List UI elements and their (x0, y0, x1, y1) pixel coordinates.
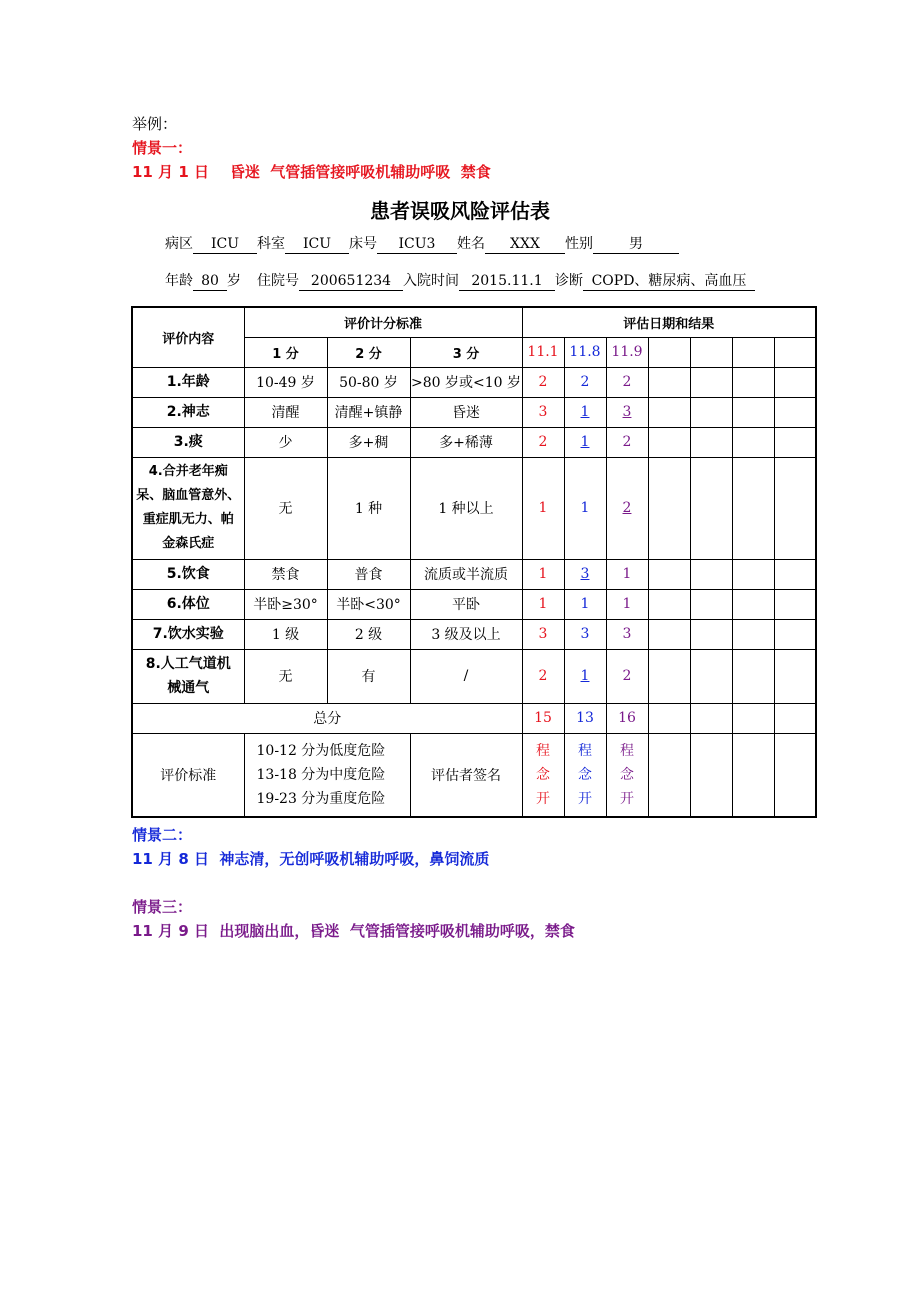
result-cell: 2 (522, 367, 564, 397)
empty-cell (690, 427, 732, 457)
empty-cell (774, 733, 816, 817)
empty-cell (732, 589, 774, 619)
scene1-text: 11 月 1 日 昏迷 气管插管接呼吸机辅助呼吸 禁食 (132, 163, 491, 181)
table-row (132, 457, 816, 559)
scene2-label: 情景二： (132, 826, 193, 844)
signature-char: 念 (536, 766, 550, 783)
signature-char: 念 (620, 766, 634, 783)
scene2-text: 11 月 8 日 神志清，无创呼吸机辅助呼吸，鼻饲流质 (132, 850, 490, 868)
signature-char: 程 (578, 742, 592, 759)
score-cell: 多+稀薄 (410, 427, 522, 457)
eval-standards (244, 733, 410, 817)
table-row (132, 649, 816, 703)
header-score-2: 2 分 (327, 337, 410, 367)
result-cell: 3 (606, 397, 648, 427)
gender-value: 男 (593, 236, 679, 254)
empty-cell (774, 589, 816, 619)
example-label: 举例： (132, 115, 178, 133)
header-dates: 评估日期和结果 (522, 307, 816, 337)
empty-cell (690, 733, 732, 817)
item-line: 8.人工气道机 (145, 656, 231, 672)
score-cell: / (410, 649, 522, 703)
result-cell: 3 (564, 619, 606, 649)
item-comorbidity (132, 457, 244, 559)
empty-cell (774, 619, 816, 649)
empty-cell (648, 397, 690, 427)
info-line-2 (165, 270, 755, 291)
score-cell: 普食 (327, 559, 410, 589)
result-cell: 1 (522, 589, 564, 619)
score-cell: 禁食 (244, 559, 327, 589)
result-cell: 1 (564, 427, 606, 457)
item-line: 金森氏症 (162, 536, 215, 551)
score-cell: 清醒+镇静 (327, 397, 410, 427)
table-row (132, 397, 816, 427)
result-cell: 2 (606, 457, 648, 559)
score-cell: 半卧≥30° (244, 589, 327, 619)
header-score-3: 3 分 (410, 337, 522, 367)
score-cell: 平卧 (410, 589, 522, 619)
empty-cell (732, 457, 774, 559)
score-cell: 有 (327, 649, 410, 703)
score-cell: 昏迷 (410, 397, 522, 427)
empty-cell (774, 559, 816, 589)
score-cell: 10-49 岁 (244, 367, 327, 397)
total-3: 16 (606, 703, 648, 733)
empty-cell (648, 733, 690, 817)
eval-line-medium: 13-18 分为中度危险 (256, 766, 386, 783)
score-cell: 清醒 (244, 397, 327, 427)
result-cell: 3 (606, 619, 648, 649)
result-cell: 2 (606, 427, 648, 457)
empty-date-cell (690, 337, 732, 367)
empty-cell (774, 703, 816, 733)
result-cell: 1 (564, 649, 606, 703)
admit-label: 入院时间 (403, 273, 459, 289)
empty-cell (690, 397, 732, 427)
empty-cell (732, 619, 774, 649)
score-cell: 1 种 (327, 457, 410, 559)
result-cell: 2 (606, 367, 648, 397)
inpatient-value: 200651234 (299, 273, 403, 291)
empty-cell (774, 367, 816, 397)
item-line: 械通气 (167, 680, 210, 696)
score-cell: 多+稠 (327, 427, 410, 457)
result-cell: 1 (522, 457, 564, 559)
score-cell: >80 岁或<10 岁 (410, 367, 522, 397)
name-label: 姓名 (457, 236, 485, 252)
signature-char: 念 (578, 766, 592, 783)
result-cell: 1 (522, 559, 564, 589)
info-line-1 (165, 233, 679, 254)
bed-label: 床号 (349, 236, 377, 252)
item-sputum: 3.痰 (132, 427, 244, 457)
item-water-test: 7.饮水实验 (132, 619, 244, 649)
empty-date-cell (774, 337, 816, 367)
eval-line-low: 10-12 分为低度危险 (256, 742, 386, 759)
score-cell: 少 (244, 427, 327, 457)
score-cell: 无 (244, 649, 327, 703)
age-label: 年龄 (165, 273, 193, 289)
signature-1 (522, 733, 564, 817)
empty-cell (648, 559, 690, 589)
score-cell: 3 级及以上 (410, 619, 522, 649)
total-row (132, 703, 816, 733)
dept-label: 科室 (257, 236, 285, 252)
result-cell: 3 (522, 619, 564, 649)
score-cell: 半卧<30° (327, 589, 410, 619)
empty-cell (648, 427, 690, 457)
total-label: 总分 (132, 703, 522, 733)
ward-value: ICU (193, 236, 257, 254)
empty-cell (690, 649, 732, 703)
score-cell: 2 级 (327, 619, 410, 649)
table-row (132, 559, 816, 589)
empty-cell (732, 703, 774, 733)
empty-cell (774, 397, 816, 427)
item-consciousness: 2.神志 (132, 397, 244, 427)
empty-cell (732, 367, 774, 397)
result-cell: 2 (522, 649, 564, 703)
empty-cell (648, 589, 690, 619)
dept-value: ICU (285, 236, 349, 254)
empty-cell (648, 457, 690, 559)
name-value: XXX (485, 236, 565, 254)
scene1-label: 情景一： (132, 139, 193, 157)
header-content: 评价内容 (132, 307, 244, 367)
result-cell: 1 (606, 559, 648, 589)
bed-value: ICU3 (377, 236, 457, 254)
score-cell: 50-80 岁 (327, 367, 410, 397)
table-row (132, 589, 816, 619)
total-1: 15 (522, 703, 564, 733)
result-cell: 2 (522, 427, 564, 457)
signature-char: 程 (536, 742, 550, 759)
admit-value: 2015.11.1 (459, 273, 555, 291)
diagnosis-value: COPD、糖尿病、高血压 (583, 273, 755, 291)
empty-cell (732, 649, 774, 703)
signature-char: 开 (536, 790, 550, 807)
date-2: 11.8 (564, 337, 606, 367)
score-cell: 1 级 (244, 619, 327, 649)
empty-date-cell (648, 337, 690, 367)
empty-cell (774, 457, 816, 559)
gender-label: 性别 (565, 236, 593, 252)
item-line: 呆、脑血管意外、 (136, 488, 241, 503)
empty-cell (774, 427, 816, 457)
empty-date-cell (732, 337, 774, 367)
table-row (132, 619, 816, 649)
empty-cell (648, 703, 690, 733)
signature-char: 程 (620, 742, 634, 759)
eval-label: 评价标准 (132, 733, 244, 817)
diagnosis-label: 诊断 (555, 273, 583, 289)
result-cell: 1 (564, 397, 606, 427)
result-cell: 2 (564, 367, 606, 397)
header-score-1: 1 分 (244, 337, 327, 367)
risk-assessment-table (131, 306, 817, 818)
empty-cell (690, 703, 732, 733)
result-cell: 2 (606, 649, 648, 703)
signature-char: 开 (578, 790, 592, 807)
result-cell: 1 (564, 589, 606, 619)
score-cell: 1 种以上 (410, 457, 522, 559)
signer-label: 评估者签名 (410, 733, 522, 817)
header-standard: 评价计分标准 (244, 307, 522, 337)
age-value: 80 (193, 273, 227, 291)
signature-char: 开 (620, 790, 634, 807)
empty-cell (690, 589, 732, 619)
empty-cell (732, 559, 774, 589)
result-cell: 1 (606, 589, 648, 619)
form-title: 患者误吸风险评估表 (370, 199, 550, 223)
table-row (132, 367, 816, 397)
empty-cell (648, 367, 690, 397)
eval-row (132, 733, 816, 817)
item-diet: 5.饮食 (132, 559, 244, 589)
signature-3 (606, 733, 648, 817)
scene3-text: 11 月 9 日 出现脑出血，昏迷 气管插管接呼吸机辅助呼吸，禁食 (132, 922, 575, 940)
age-unit: 岁 (227, 273, 241, 289)
item-line: 4.合并老年痴 (148, 464, 228, 479)
date-3: 11.9 (606, 337, 648, 367)
result-cell: 1 (564, 457, 606, 559)
item-position: 6.体位 (132, 589, 244, 619)
item-ventilation (132, 649, 244, 703)
empty-cell (648, 649, 690, 703)
empty-cell (690, 367, 732, 397)
ward-label: 病区 (165, 236, 193, 252)
score-cell: 无 (244, 457, 327, 559)
empty-cell (732, 733, 774, 817)
item-age: 1.年龄 (132, 367, 244, 397)
empty-cell (732, 427, 774, 457)
result-cell: 3 (564, 559, 606, 589)
empty-cell (690, 619, 732, 649)
total-2: 13 (564, 703, 606, 733)
empty-cell (774, 649, 816, 703)
inpatient-label: 住院号 (257, 273, 299, 289)
empty-cell (732, 397, 774, 427)
empty-cell (690, 559, 732, 589)
score-cell: 流质或半流质 (410, 559, 522, 589)
result-cell: 3 (522, 397, 564, 427)
table-row (132, 427, 816, 457)
item-line: 重症肌无力、帕 (142, 512, 234, 527)
signature-2 (564, 733, 606, 817)
scene3-label: 情景三： (132, 898, 193, 916)
eval-line-high: 19-23 分为重度危险 (256, 790, 386, 807)
date-1: 11.1 (522, 337, 564, 367)
empty-cell (690, 457, 732, 559)
empty-cell (648, 619, 690, 649)
